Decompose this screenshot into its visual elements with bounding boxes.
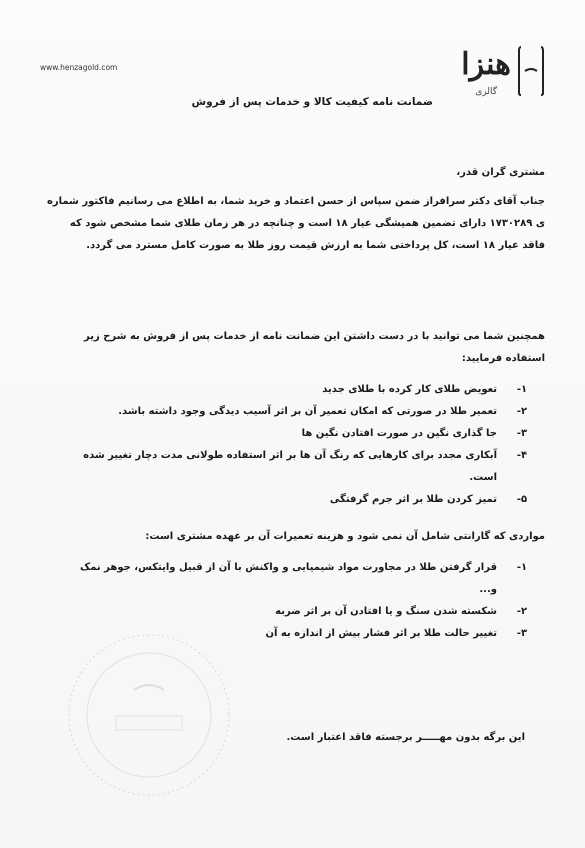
list-item-text: جا گذاری نگین در صورت افتادن نگین ها: [301, 428, 497, 439]
list-item-number: ۲-: [516, 606, 528, 617]
list-item-number: ۴-: [516, 450, 528, 461]
list-item-text: تعمیر طلا در صورتی که امکان تعمیر آن بر اثر آسیب دیدگی وجود داشته باشد.: [118, 406, 497, 417]
intro-paragraph: جناب آقای دکتر سرافراز ضمن سپاس از حسن اعتماد و خرید شما، به اطلاع می رسانیم فاکتور شماره ی ۱۷۳۰۲۸۹ دارای تضمین همیشگی عیار ۱۸ است و چنانچه در هر زمان طلای شما مشخص شود که فاقد عیار ۱۸ است، کل پرداختی شما به ارزش قیمت روز طلا به صورت کامل مسترد می گردد.: [46, 196, 545, 251]
list-item: [63, 423, 533, 445]
list-item-text: قرار گرفتن طلا در مجاورت مواد شیمیایی و واکنش با آن از قبیل وایتکس، جوهر نمک و...: [79, 562, 497, 595]
list-item-text: تغییر حالت طلا بر اثر فشار بیش از اندازه به آن: [265, 628, 497, 639]
list-item: [63, 489, 533, 511]
website-url: www.henzagold.com: [40, 63, 118, 72]
list-item-number: ۲-: [516, 406, 528, 417]
list-item-text: شکسته شدن سنگ و یا افتادن آن بر اثر ضربه: [275, 606, 497, 617]
list-item-number: ۵-: [516, 494, 528, 505]
logo-subtitle: گالری: [475, 87, 497, 97]
list-item-number: ۱-: [516, 562, 528, 573]
document-title: ضمانت نامه کیفیت کالا و خدمات پس از فروش: [191, 96, 433, 108]
exclusions-intro: مواردی که گارانتی شامل آن نمی شود و هزینه تعمیرات آن بر عهده مشتری است:: [145, 531, 545, 542]
logo-name: هنزا: [461, 47, 511, 82]
list-item-text: تعویض طلای کار کرده با طلای جدید: [322, 384, 497, 395]
list-item: [63, 445, 533, 489]
footer-note: این برگه بدون مهـــــر برجسته فاقد اعتبار است.: [286, 732, 525, 743]
services-intro: همچنین شما می توانید با در دست داشتن این ضمانت نامه از خدمات پس از فروش به شرح زیر استفاده فرمایید:: [83, 331, 545, 364]
list-item: [63, 557, 533, 601]
list-item: [63, 401, 533, 423]
list-item-number: ۳-: [516, 628, 528, 639]
list-item: [63, 601, 533, 623]
embossed-seal-icon: [64, 630, 234, 800]
henza-monogram-icon: [517, 45, 545, 97]
services-list: [63, 379, 533, 511]
list-item-number: ۱-: [516, 384, 528, 395]
henza-logo: [425, 45, 545, 105]
list-item-text: تمیز کردن طلا بر اثر جرم گرفتگی: [329, 494, 497, 505]
list-item-text: آبکاری مجدد برای کارهایی که رنگ آن ها بر اثر استفاده طولانی مدت دچار تغییر شده است.: [83, 450, 497, 483]
salutation: مشتری گران قدر،: [456, 167, 545, 178]
list-item-number: ۳-: [516, 428, 528, 439]
list-item: [63, 379, 533, 401]
